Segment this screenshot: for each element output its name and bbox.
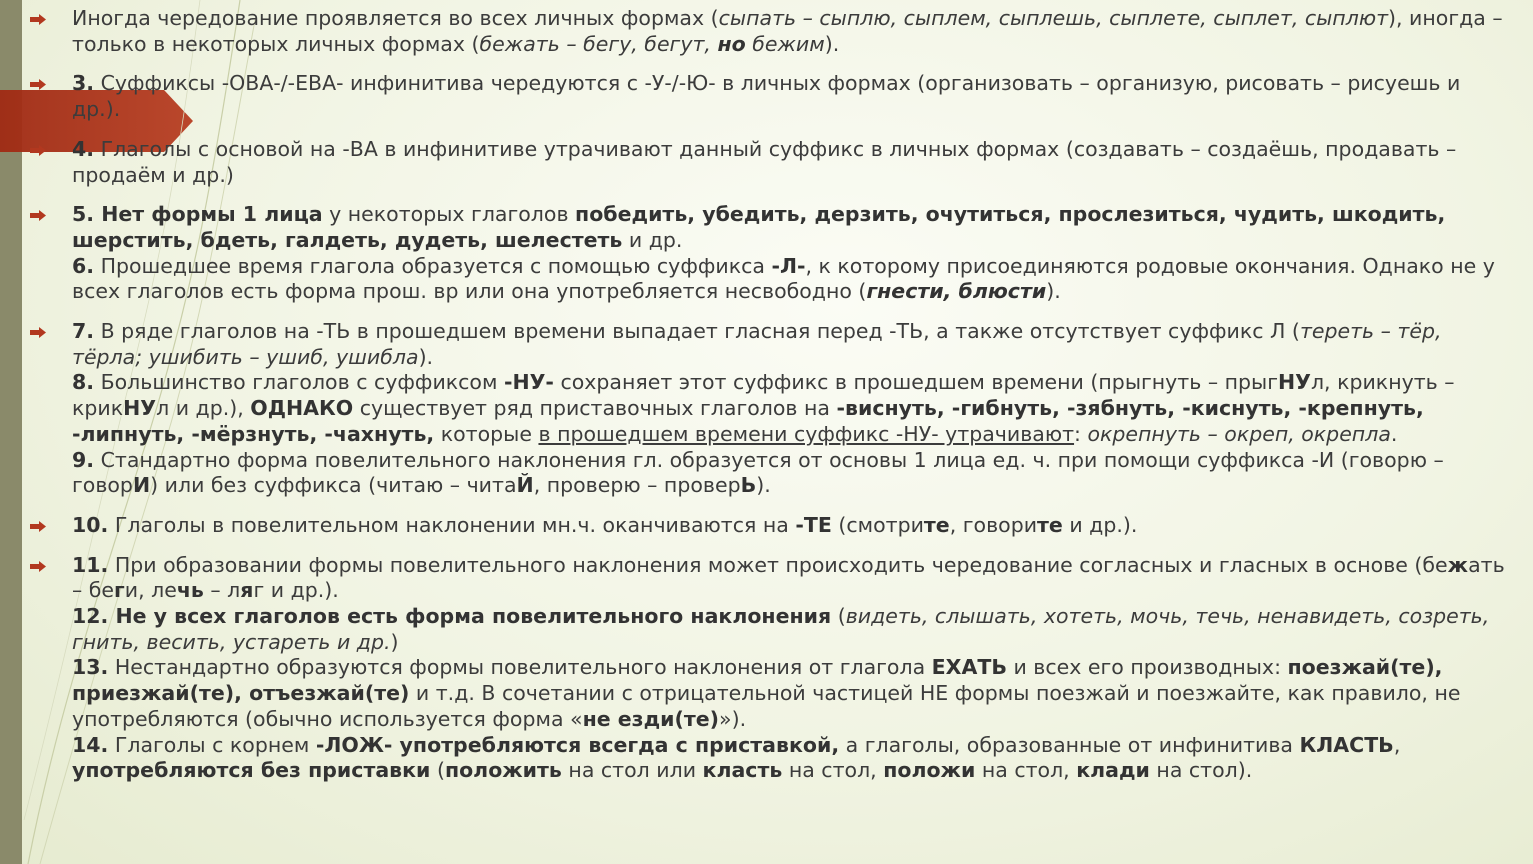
text-run: ж <box>1447 552 1469 577</box>
text-run: я <box>240 578 254 603</box>
text-run: : <box>1074 421 1088 446</box>
paragraph <box>72 202 1510 253</box>
paragraph <box>72 71 1510 122</box>
paragraph <box>72 370 1510 447</box>
text-run: Иногда чередование проявляется во всех личных формах ( <box>72 6 719 30</box>
bullet-item <box>30 6 1510 57</box>
text-run: 8. <box>72 370 95 395</box>
text-run: ( <box>831 604 846 629</box>
paragraph <box>72 6 1510 57</box>
text-run: . <box>1390 421 1398 446</box>
text-run: на стол, <box>782 758 884 783</box>
paragraph <box>72 137 1510 188</box>
text-run: -НУ- <box>503 370 554 395</box>
text-run: ОДНАКО <box>250 396 354 421</box>
paragraph <box>72 553 1510 604</box>
text-run: бежим <box>745 31 825 56</box>
text-run: НУ <box>1277 370 1311 395</box>
text-run: -Л- <box>771 253 806 278</box>
text-run: -ЛОЖ- употребляются всегда с приставкой, <box>315 732 840 757</box>
text-run: »). <box>719 706 747 731</box>
text-run: ЕХАТЬ <box>931 655 1007 680</box>
text-run: у некоторых глаголов <box>322 202 576 227</box>
text-run: 10. <box>72 512 109 537</box>
text-run: существует ряд приставочных глаголов на <box>353 396 837 421</box>
bullet-item <box>30 553 1510 784</box>
paragraph <box>72 513 1510 539</box>
text-run: не езди(те) <box>582 706 720 731</box>
arrow-bullet-icon <box>30 327 46 338</box>
text-run: и др.). <box>1062 512 1138 537</box>
paragraph <box>72 655 1510 732</box>
paragraph <box>72 254 1510 305</box>
text-run: и всех его производных: <box>1006 655 1288 680</box>
arrow-bullet-icon <box>30 521 46 532</box>
text-run: клади <box>1076 758 1150 783</box>
text-run: , <box>1393 732 1401 757</box>
text-run: г и др.). <box>253 578 339 603</box>
text-run: на стол или <box>561 758 703 783</box>
text-run: 3. <box>72 71 95 96</box>
text-run: но <box>717 31 746 56</box>
text-run: Прошедшее время глагола образуется с помощью суффикса <box>94 253 772 278</box>
bullet-item <box>30 319 1510 499</box>
text-run: л и др.), <box>156 396 251 421</box>
text-run: на стол). <box>1149 758 1253 783</box>
text-run: Й <box>516 473 534 498</box>
arrow-bullet-icon <box>30 210 46 221</box>
paragraph <box>72 733 1510 784</box>
text-run: ). <box>824 31 840 56</box>
text-run: , проверю – провер <box>533 473 741 498</box>
text-run: -виснуть, -гибнуть, -зябнуть, -киснуть, -крепнуть, -липнуть, -мёрзнуть, -чахнуть, <box>72 396 1424 446</box>
bullet-item <box>30 202 1510 305</box>
text-run: И <box>132 473 151 498</box>
bullet-item <box>30 137 1510 188</box>
text-run: При образовании формы повелительного наклонения может происходить чередование согласных и гласных в основе (бе <box>108 552 1448 577</box>
text-run: Глаголы с основой на -ВА в инфинитиве утрачивают данный суффикс в личных формах (создавать – создаёшь, продавать – продаём и др.) <box>72 136 1457 187</box>
text-run: на стол, <box>975 758 1077 783</box>
text-run: 6. <box>72 253 95 278</box>
text-run: видеть, слышать, хотеть, мочь, течь, ненавидеть, созреть, гнить, весить, устареть и др. <box>72 604 1490 654</box>
text-run: (смотри <box>831 512 924 537</box>
text-run: Глаголы в повелительном наклонении мн.ч. оканчиваются на <box>108 512 796 537</box>
text-run: 12. Не у всех глаголов есть форма повелительного наклонения <box>72 604 832 629</box>
text-run: те <box>923 512 950 537</box>
text-run: сыпать – сыплю, сыплем, сыплешь, сыплете, сыплет, сыплют <box>718 6 1389 30</box>
text-run: , говори <box>949 512 1038 537</box>
text-run: тереть – тёр, тёрла; ушибить – ушиб, ушибла <box>72 319 1442 369</box>
text-run: в прошедшем времени суффикс -НУ- утрачивают <box>538 421 1075 446</box>
bullet-item <box>30 513 1510 539</box>
text-run: Глаголы с корнем <box>108 732 316 757</box>
text-run: Стандартно форма повелительного наклонения гл. образуется от основы 1 лица ед. ч. при помощи суффикса -И (говорю – говор <box>72 447 1444 498</box>
paragraph <box>72 319 1510 370</box>
paragraph <box>72 604 1510 655</box>
text-run: чь <box>176 578 204 603</box>
text-run: и, ле <box>124 578 177 603</box>
text-run: победить, убедить, дерзить, очутиться, прослезиться, чудить, шкодить, шерстить, бдеть, галдеть, дудеть, шелестеть <box>72 202 1446 252</box>
text-run: бежать – бегу, бегут, <box>479 31 718 56</box>
text-run: Суффиксы -ОВА-/-ЕВА- инфинитива чередуются с -У-/-Ю- в личных формах (организовать – организую, рисовать – рисуешь и др.). <box>72 71 1461 122</box>
text-run: сохраняет этот суффикс в прошедшем времени (прыгнуть – прыг <box>553 370 1278 395</box>
text-run: ). <box>1046 279 1061 304</box>
text-run: класть <box>702 758 783 783</box>
text-run: Нестандартно образуются формы повелительного наклонения от глагола <box>108 655 932 680</box>
text-run: 9. <box>72 447 95 472</box>
text-run: 4. <box>72 136 95 161</box>
text-run: поезжай(те), приезжай(те), отъезжай(те) <box>72 655 1443 706</box>
text-run: 13. <box>72 655 109 680</box>
text-run: г <box>114 578 125 603</box>
slide-content <box>30 6 1510 798</box>
text-run: ( <box>430 758 445 783</box>
arrow-bullet-icon <box>30 79 46 90</box>
text-run: ). <box>756 473 771 498</box>
text-run: Большинство глаголов с суффиксом <box>94 370 504 395</box>
text-run: ) или без суффикса (читаю – чита <box>150 473 517 498</box>
text-run: -ТЕ <box>795 512 832 537</box>
text-run: и др. <box>622 227 683 252</box>
text-run: л, крикнуть – крик <box>72 370 1455 421</box>
text-run: окрепнуть – окреп, окрепла <box>1087 421 1391 446</box>
text-run: ). <box>418 344 434 369</box>
text-run: те <box>1037 512 1063 537</box>
text-run: 14. <box>72 732 109 757</box>
bullet-item <box>30 71 1510 122</box>
text-run: ), иногда – только в некоторых личных формах ( <box>72 6 1503 56</box>
text-run: и т.д. В сочетании с отрицательной частицей НЕ формы поезжай и поезжайте, как правило, не употребляются (обычно используется форма « <box>72 681 1461 731</box>
arrow-bullet-icon <box>30 145 46 156</box>
text-run: а глаголы, образованные от инфинитива <box>839 732 1300 757</box>
paragraph <box>72 448 1510 499</box>
text-run: употребляются без приставки <box>72 758 431 783</box>
text-run: , к которому присоединяются родовые окончания. Однако не у всех глаголов есть форма прош. вр или она употребляется несвободно ( <box>72 253 1495 304</box>
text-run: ) <box>390 629 399 654</box>
text-run: которые <box>434 421 539 446</box>
text-run: положить <box>444 758 562 783</box>
text-run: 11. <box>72 552 109 577</box>
text-run: – л <box>203 578 241 603</box>
text-run: НУ <box>123 396 157 421</box>
arrow-bullet-icon <box>30 561 46 572</box>
text-run: 7. <box>72 319 95 344</box>
text-run: В ряде глаголов на -ТЬ в прошедшем времени выпадает гласная перед -ТЬ, а также отсутствует суффикс Л ( <box>94 319 1300 344</box>
text-run: Ь <box>740 473 757 498</box>
text-run: КЛАСТЬ <box>1299 732 1394 757</box>
text-run: гнести, блюсти <box>866 279 1047 304</box>
text-run: 5. Нет формы 1 лица <box>72 202 323 227</box>
arrow-bullet-icon <box>30 14 46 25</box>
text-run: ать – бе <box>72 552 1505 603</box>
text-run: положи <box>883 758 976 783</box>
